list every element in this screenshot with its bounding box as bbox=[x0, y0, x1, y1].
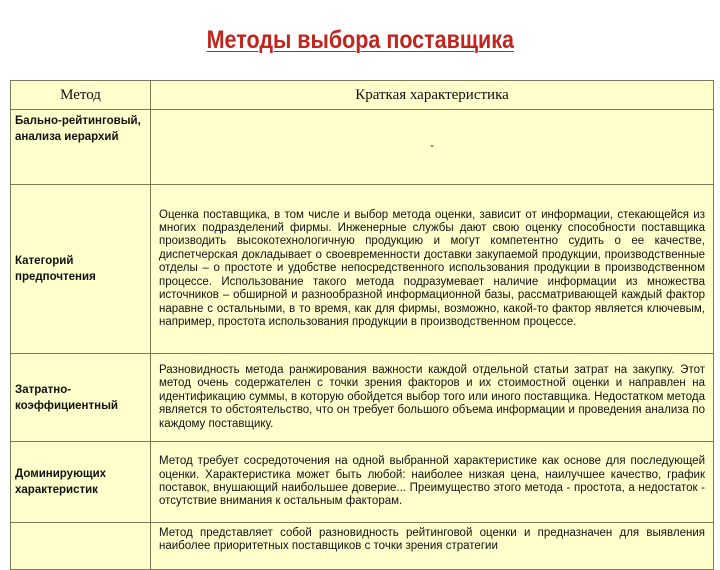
table-row bbox=[11, 354, 714, 442]
description-cell: Метод требует сосредоточения на одной выбранной характеристике как основе для последующей оценки. Характеристика может быть любой: наиболее низкая цена, наилучшее качество, график поставок, внушающий наибольшее доверие... Преимущество этого метода - простота, а недостаток - отсутствие внимания к остальным факторам. bbox=[151, 442, 714, 523]
table-row bbox=[11, 185, 714, 354]
method-cell bbox=[11, 523, 151, 570]
table-header-row bbox=[11, 81, 714, 110]
method-cell: Затратно-коэффициентный bbox=[11, 354, 151, 442]
description-cell: - bbox=[151, 110, 714, 185]
table-row bbox=[11, 442, 714, 523]
table-row bbox=[11, 110, 714, 185]
description-cell: Разновидность метода ранжирования важности каждой отдельной статьи затрат на закупку. Этот метод очень содержателен с точки зрения факторов и их стоимостной оценки и направлен на идентификацию суммы, в которую обойдется выбор того или иного поставщика. Недостатком метода является то обстоятельство, что он требует большого объема информации и проведения анализа по каждому поставщику. bbox=[151, 354, 714, 442]
method-cell: Бально-рейтинговый, анализа иерархий bbox=[11, 110, 151, 185]
page-title: Методы выбора поставщика bbox=[206, 26, 514, 54]
methods-table bbox=[10, 80, 714, 570]
description-cell: Оценка поставщика, в том числе и выбор метода оценки, зависит от информации, стекающейся из многих подразделений фирмы. Инженерные службы дают свою оценку способности поставщика производить высокотехнологичную продукцию и могут компетентно судить о ее качестве, диспетчерская докладывает о своевременности доставки закупаемой продукции, производственные отделы – о простоте и удобстве непосредственного использования продукции в производственном процессе. Использование такого метода подразумевает наличие информации из множества источников – обширной и разнообразной информационной базы, рассматривающей каждый фактор наравне с остальными, в то время, как для фирмы, возможно, какой-то фактор является ключевым, например, простота использования продукции в производственном процессе. bbox=[151, 185, 714, 354]
description-cell: Метод представляет собой разновидность рейтинговой оценки и предназначен для выявления наиболее приоритетных поставщиков с точки зрения стратегии bbox=[151, 523, 714, 570]
table-row bbox=[11, 523, 714, 570]
column-header-method: Метод bbox=[11, 81, 151, 110]
column-header-description: Краткая характеристика bbox=[151, 81, 714, 110]
method-cell: Доминирующих характеристик bbox=[11, 442, 151, 523]
method-cell: Категорий предпочтения bbox=[11, 185, 151, 354]
